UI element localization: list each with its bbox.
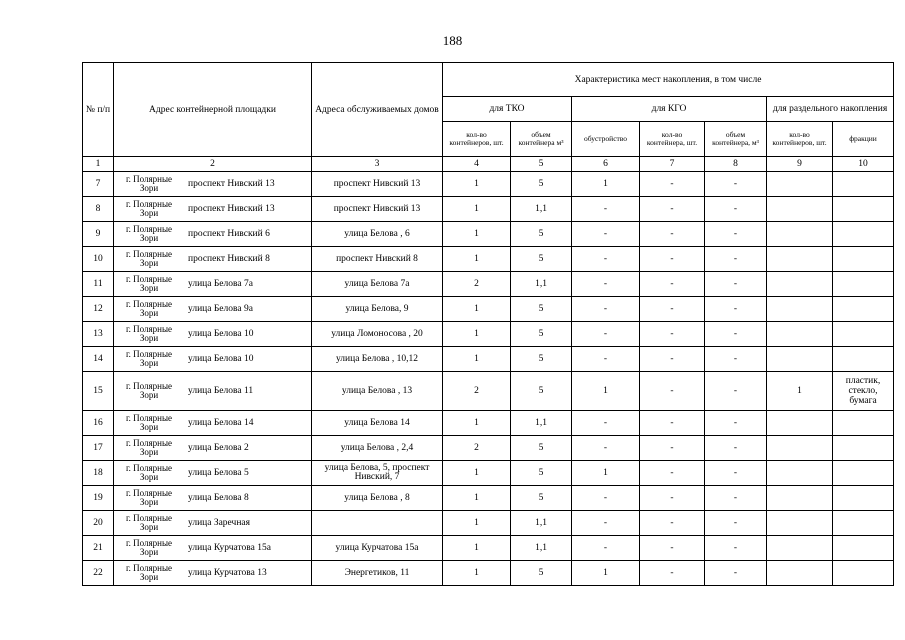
site-address [114,297,312,322]
column-number-row [83,157,894,172]
row-number: 9 [83,222,114,247]
table-row [83,172,894,197]
site-address [114,197,312,222]
city-name: г. Полярные Зори [125,413,173,432]
separate-container-count [767,222,833,247]
street-address: проспект Нивский 13 [188,179,275,189]
street-address: улица Белова 10 [188,354,254,364]
table-row [83,486,894,511]
served-houses: улица Белова, 9 [312,297,443,322]
kgo-container-volume: - [705,247,767,272]
row-number: 20 [83,511,114,536]
kgo-setup: - [572,247,640,272]
kgo-container-count: - [640,272,705,297]
header-num: № п/п [83,63,114,157]
kgo-setup: 1 [572,172,640,197]
tko-container-count: 2 [443,272,511,297]
row-number: 18 [83,461,114,486]
street-address: проспект Нивский 6 [188,229,270,239]
tko-container-volume: 5 [511,347,572,372]
tko-container-count: 1 [443,322,511,347]
column-number: 1 [83,157,114,172]
street-address: улица Заречная [188,518,250,528]
site-address [114,247,312,272]
row-number: 7 [83,172,114,197]
table-row [83,322,894,347]
city-name: г. Полярные Зори [125,381,173,400]
tko-container-count: 1 [443,511,511,536]
column-number: 7 [640,157,705,172]
kgo-setup: - [572,411,640,436]
separate-container-count [767,561,833,586]
served-houses: улица Белова , 6 [312,222,443,247]
separate-container-count [767,272,833,297]
kgo-container-count: - [640,222,705,247]
separate-container-count [767,486,833,511]
kgo-container-count: - [640,172,705,197]
row-number: 17 [83,436,114,461]
site-address [114,436,312,461]
tko-container-volume: 5 [511,436,572,461]
table-row [83,272,894,297]
kgo-setup: - [572,347,640,372]
tko-container-volume: 5 [511,486,572,511]
separate-container-count [767,461,833,486]
street-address: улица Курчатова 13 [188,568,267,578]
tko-container-volume: 1,1 [511,411,572,436]
separate-container-count [767,347,833,372]
served-houses: проспект Нивский 13 [312,172,443,197]
header-tko-volume: объем контейнера м³ [511,122,572,157]
served-houses: улица Белова , 10,12 [312,347,443,372]
header-tko-count: кол-во контейнеров, шт. [443,122,511,157]
city-name: г. Полярные Зори [125,538,173,557]
separate-fractions [833,411,894,436]
site-address [114,222,312,247]
tko-container-volume: 1,1 [511,272,572,297]
kgo-container-volume: - [705,197,767,222]
separate-fractions [833,561,894,586]
street-address: улица Белова 8 [188,493,249,503]
site-address [114,172,312,197]
site-address [114,486,312,511]
kgo-container-volume: - [705,172,767,197]
separate-container-count: 1 [767,372,833,411]
row-number: 22 [83,561,114,586]
separate-fractions [833,172,894,197]
kgo-container-volume: - [705,297,767,322]
city-name: г. Полярные Зори [125,174,173,193]
separate-fractions: пластик, стекло, бумага [833,372,894,411]
tko-container-volume: 5 [511,297,572,322]
table-row [83,461,894,486]
separate-fractions [833,297,894,322]
served-houses: улица Курчатова 15а [312,536,443,561]
header-kgo-count: кол-во контейнера, шт. [640,122,705,157]
city-name: г. Полярные Зори [125,324,173,343]
kgo-container-volume: - [705,347,767,372]
separate-fractions [833,511,894,536]
kgo-container-volume: - [705,511,767,536]
tko-container-count: 1 [443,247,511,272]
served-houses: улица Белова, 5, проспект Нивский, 7 [312,461,443,486]
row-number: 11 [83,272,114,297]
separate-container-count [767,411,833,436]
tko-container-volume: 5 [511,372,572,411]
kgo-container-volume: - [705,561,767,586]
kgo-container-count: - [640,511,705,536]
kgo-container-volume: - [705,222,767,247]
site-address [114,461,312,486]
separate-fractions [833,347,894,372]
tko-container-count: 2 [443,372,511,411]
kgo-setup: - [572,197,640,222]
tko-container-volume: 1,1 [511,536,572,561]
street-address: улица Белова 5 [188,468,249,478]
column-number: 9 [767,157,833,172]
header-kgo: для КГО [572,97,767,122]
separate-container-count [767,172,833,197]
column-number: 2 [114,157,312,172]
tko-container-count: 1 [443,197,511,222]
street-address: улица Курчатова 15а [188,543,271,553]
column-number: 8 [705,157,767,172]
site-address [114,272,312,297]
header-separate: для раздельного накопления [767,97,894,122]
kgo-setup: - [572,511,640,536]
header-kgo-volume: объем контейнера, м³ [705,122,767,157]
row-number: 21 [83,536,114,561]
table-row [83,536,894,561]
table-row [83,561,894,586]
tko-container-count: 1 [443,536,511,561]
row-number: 8 [83,197,114,222]
street-address: проспект Нивский 8 [188,254,270,264]
table-row [83,247,894,272]
street-address: улица Белова 9а [188,304,253,314]
table-row [83,436,894,461]
kgo-container-volume: - [705,461,767,486]
tko-container-volume: 5 [511,172,572,197]
separate-fractions [833,461,894,486]
separate-container-count [767,197,833,222]
kgo-container-volume: - [705,372,767,411]
tko-container-count: 1 [443,561,511,586]
kgo-container-count: - [640,411,705,436]
page-number: 188 [442,33,463,48]
table-row [83,197,894,222]
tko-container-count: 1 [443,172,511,197]
row-number: 10 [83,247,114,272]
kgo-container-volume: - [705,272,767,297]
kgo-container-count: - [640,436,705,461]
row-number: 13 [83,322,114,347]
separate-fractions [833,436,894,461]
kgo-container-volume: - [705,486,767,511]
separate-fractions [833,197,894,222]
tko-container-volume: 5 [511,561,572,586]
table-row [83,222,894,247]
served-houses: улица Белова , 2,4 [312,436,443,461]
separate-fractions [833,222,894,247]
kgo-container-count: - [640,247,705,272]
tko-container-count: 1 [443,411,511,436]
header-tko: для ТКО [443,97,572,122]
header-kgo-setup: обустройство [572,122,640,157]
served-houses [312,511,443,536]
kgo-container-count: - [640,561,705,586]
separate-fractions [833,536,894,561]
separate-container-count [767,511,833,536]
served-houses: улица Ломоносова , 20 [312,322,443,347]
table-row [83,297,894,322]
site-address [114,561,312,586]
tko-container-count: 1 [443,222,511,247]
kgo-container-volume: - [705,322,767,347]
served-houses: улица Белова 7а [312,272,443,297]
kgo-setup: 1 [572,372,640,411]
table-row [83,347,894,372]
kgo-setup: - [572,486,640,511]
street-address: улица Белова 11 [188,386,254,396]
served-houses: улица Белова , 8 [312,486,443,511]
tko-container-volume: 1,1 [511,511,572,536]
street-address: проспект Нивский 13 [188,204,275,214]
kgo-setup: - [572,536,640,561]
city-name: г. Полярные Зори [125,349,173,368]
kgo-setup: 1 [572,461,640,486]
served-houses: проспект Нивский 8 [312,247,443,272]
header-sep-fractions: фракции [833,122,894,157]
kgo-container-volume: - [705,411,767,436]
tko-container-volume: 5 [511,461,572,486]
header-address: Адрес контейнерной площадки [114,63,312,157]
column-number: 10 [833,157,894,172]
city-name: г. Полярные Зори [125,488,173,507]
separate-fractions [833,322,894,347]
kgo-container-volume: - [705,436,767,461]
site-address [114,411,312,436]
container-sites-table [82,62,894,586]
served-houses: Энергетиков, 11 [312,561,443,586]
street-address: улица Белова 2 [188,443,249,453]
column-number: 5 [511,157,572,172]
site-address [114,322,312,347]
tko-container-count: 2 [443,436,511,461]
tko-container-volume: 5 [511,322,572,347]
separate-container-count [767,536,833,561]
kgo-setup: - [572,436,640,461]
kgo-container-count: - [640,461,705,486]
city-name: г. Полярные Зори [125,438,173,457]
site-address [114,372,312,411]
kgo-container-count: - [640,347,705,372]
served-houses: улица Белова , 13 [312,372,443,411]
row-number: 12 [83,297,114,322]
row-number: 16 [83,411,114,436]
tko-container-count: 1 [443,461,511,486]
city-name: г. Полярные Зори [125,199,173,218]
header-served: Адреса обслуживаемых домов [312,63,443,157]
street-address: улица Белова 14 [188,418,254,428]
kgo-setup: - [572,272,640,297]
table-row [83,411,894,436]
tko-container-count: 1 [443,347,511,372]
city-name: г. Полярные Зори [125,563,173,582]
column-number: 4 [443,157,511,172]
kgo-setup: - [572,322,640,347]
tko-container-volume: 5 [511,222,572,247]
row-number: 19 [83,486,114,511]
separate-container-count [767,247,833,272]
street-address: улица Белова 10 [188,329,254,339]
site-address [114,536,312,561]
kgo-container-count: - [640,536,705,561]
separate-fractions [833,272,894,297]
column-number: 6 [572,157,640,172]
table-row [83,372,894,411]
kgo-setup: - [572,222,640,247]
separate-fractions [833,247,894,272]
city-name: г. Полярные Зори [125,249,173,268]
city-name: г. Полярные Зори [125,224,173,243]
city-name: г. Полярные Зори [125,513,173,532]
site-address [114,511,312,536]
table-body [83,172,894,586]
separate-container-count [767,436,833,461]
tko-container-volume: 5 [511,247,572,272]
separate-container-count [767,297,833,322]
tko-container-count: 1 [443,486,511,511]
separate-fractions [833,486,894,511]
header-sep-count: кол-во контейнеров, шт. [767,122,833,157]
tko-container-count: 1 [443,297,511,322]
kgo-container-count: - [640,197,705,222]
kgo-container-volume: - [705,536,767,561]
city-name: г. Полярные Зори [125,299,173,318]
row-number: 14 [83,347,114,372]
served-houses: улица Белова 14 [312,411,443,436]
street-address: улица Белова 7а [188,279,253,289]
column-number: 3 [312,157,443,172]
served-houses: проспект Нивский 13 [312,197,443,222]
row-number: 15 [83,372,114,411]
kgo-container-count: - [640,486,705,511]
kgo-setup: - [572,297,640,322]
site-address [114,347,312,372]
kgo-container-count: - [640,372,705,411]
table-row [83,511,894,536]
city-name: г. Полярные Зори [125,274,173,293]
separate-container-count [767,322,833,347]
city-name: г. Полярные Зори [125,463,173,482]
kgo-setup: 1 [572,561,640,586]
header-characteristics: Характеристика мест накопления, в том числе [443,63,894,97]
kgo-container-count: - [640,297,705,322]
tko-container-volume: 1,1 [511,197,572,222]
kgo-container-count: - [640,322,705,347]
